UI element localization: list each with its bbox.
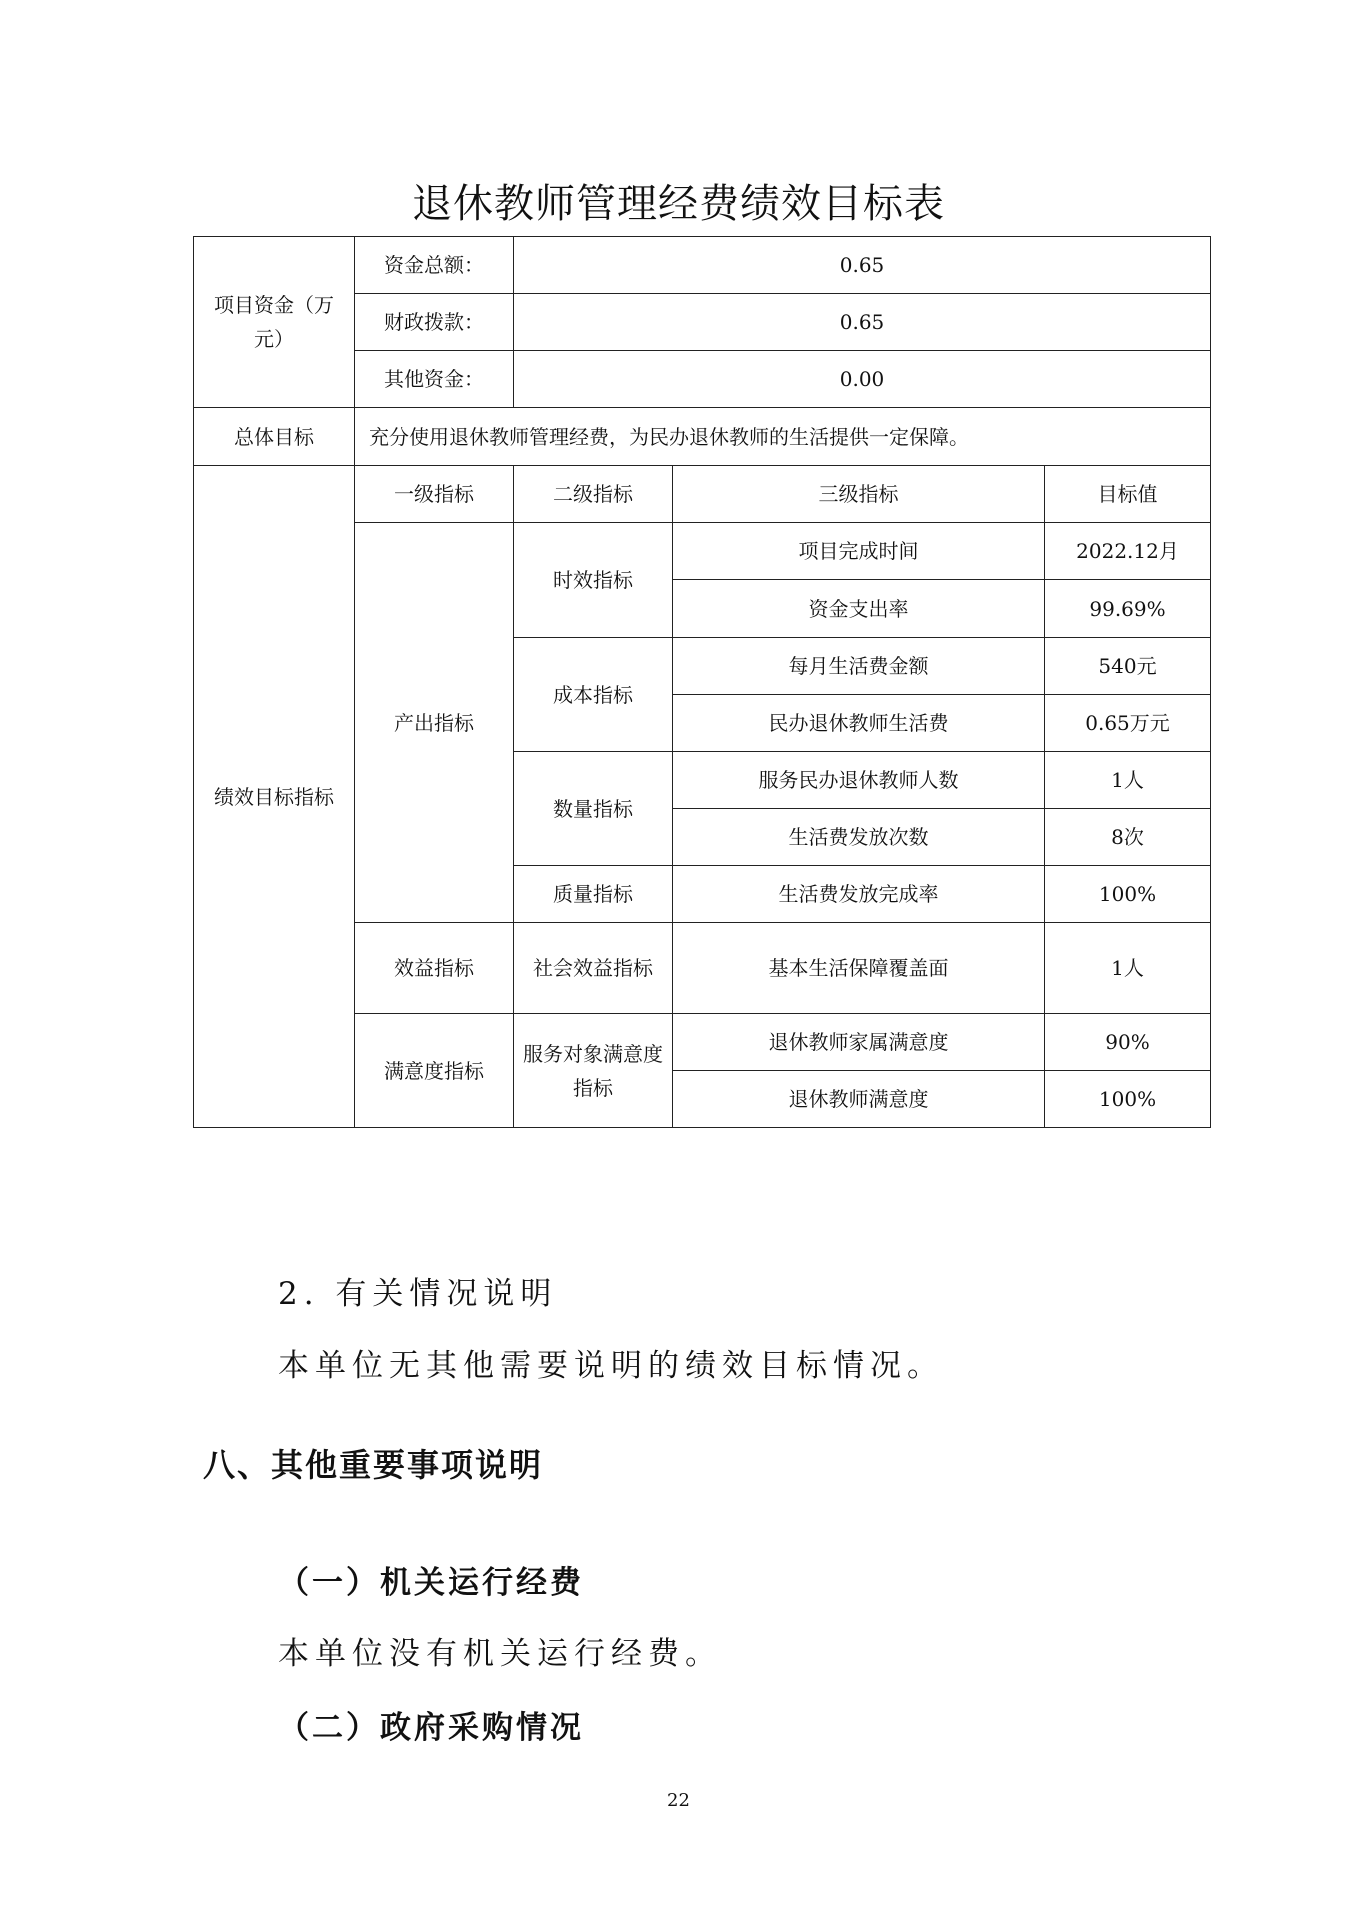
sub1-heading: （一）机关运行经费 — [278, 1565, 584, 1601]
indicator-value: 0.65万元 — [1045, 695, 1211, 752]
level1-satisfaction: 满意度指标 — [355, 1014, 514, 1128]
goal-text: 充分使用退休教师管理经费，为民办退休教师的生活提供一定保障。 — [355, 408, 1211, 466]
indicator-name: 服务民办退休教师人数 — [673, 752, 1045, 809]
header-level2: 二级指标 — [514, 466, 673, 523]
indicator-value: 2022.12月 — [1045, 523, 1211, 580]
level1-output: 产出指标 — [355, 523, 514, 923]
header-level1: 一级指标 — [355, 466, 514, 523]
total-label: 资金总额： — [355, 237, 514, 294]
indicator-name: 资金支出率 — [673, 580, 1045, 638]
indicator-value: 100% — [1045, 866, 1211, 923]
indicator-value: 99.69% — [1045, 580, 1211, 638]
level2-social-benefit: 社会效益指标 — [514, 923, 673, 1014]
other-value: 0.00 — [514, 351, 1211, 408]
indicator-value: 100% — [1045, 1071, 1211, 1128]
table-row — [194, 408, 1211, 466]
fiscal-value: 0.65 — [514, 294, 1211, 351]
fiscal-label: 财政拨款： — [355, 294, 514, 351]
indicator-name: 生活费发放次数 — [673, 809, 1045, 866]
indicator-value: 1人 — [1045, 923, 1211, 1014]
table-header-row — [194, 466, 1211, 523]
sub2-heading: （二）政府采购情况 — [278, 1710, 584, 1746]
level2-cost: 成本指标 — [514, 638, 673, 752]
indicator-name: 基本生活保障覆盖面 — [673, 923, 1045, 1014]
indicator-name: 退休教师家属满意度 — [673, 1014, 1045, 1071]
section2-text: 本单位无其他需要说明的绩效目标情况。 — [278, 1348, 944, 1384]
indicator-name: 项目完成时间 — [673, 523, 1045, 580]
indicator-name: 生活费发放完成率 — [673, 866, 1045, 923]
indicator-value: 8次 — [1045, 809, 1211, 866]
level2-quality: 质量指标 — [514, 866, 673, 923]
indicator-name: 每月生活费金额 — [673, 638, 1045, 695]
performance-table — [193, 236, 1211, 1128]
indicator-name: 民办退休教师生活费 — [673, 695, 1045, 752]
section2-heading: 2. 有关情况说明 — [278, 1276, 558, 1312]
header-level3: 三级指标 — [673, 466, 1045, 523]
header-target: 目标值 — [1045, 466, 1211, 523]
section8-heading: 八、其他重要事项说明 — [203, 1446, 544, 1484]
goal-label: 总体目标 — [194, 408, 355, 466]
other-label: 其他资金： — [355, 351, 514, 408]
perf-label: 绩效目标指标 — [194, 466, 355, 1128]
level2-quantity: 数量指标 — [514, 752, 673, 866]
sub1-text: 本单位没有机关运行经费。 — [278, 1636, 722, 1672]
table-row — [194, 237, 1211, 294]
page-number: 22 — [667, 1790, 690, 1811]
indicator-value: 1人 — [1045, 752, 1211, 809]
total-value: 0.65 — [514, 237, 1211, 294]
indicator-name: 退休教师满意度 — [673, 1071, 1045, 1128]
indicator-value: 90% — [1045, 1014, 1211, 1071]
level2-timeliness: 时效指标 — [514, 523, 673, 638]
funds-label: 项目资金（万元） — [194, 237, 355, 408]
table-title: 退休教师管理经费绩效目标表 — [412, 181, 945, 227]
level1-benefit: 效益指标 — [355, 923, 514, 1014]
level2-service-satisfaction: 服务对象满意度指标 — [514, 1014, 673, 1128]
indicator-value: 540元 — [1045, 638, 1211, 695]
